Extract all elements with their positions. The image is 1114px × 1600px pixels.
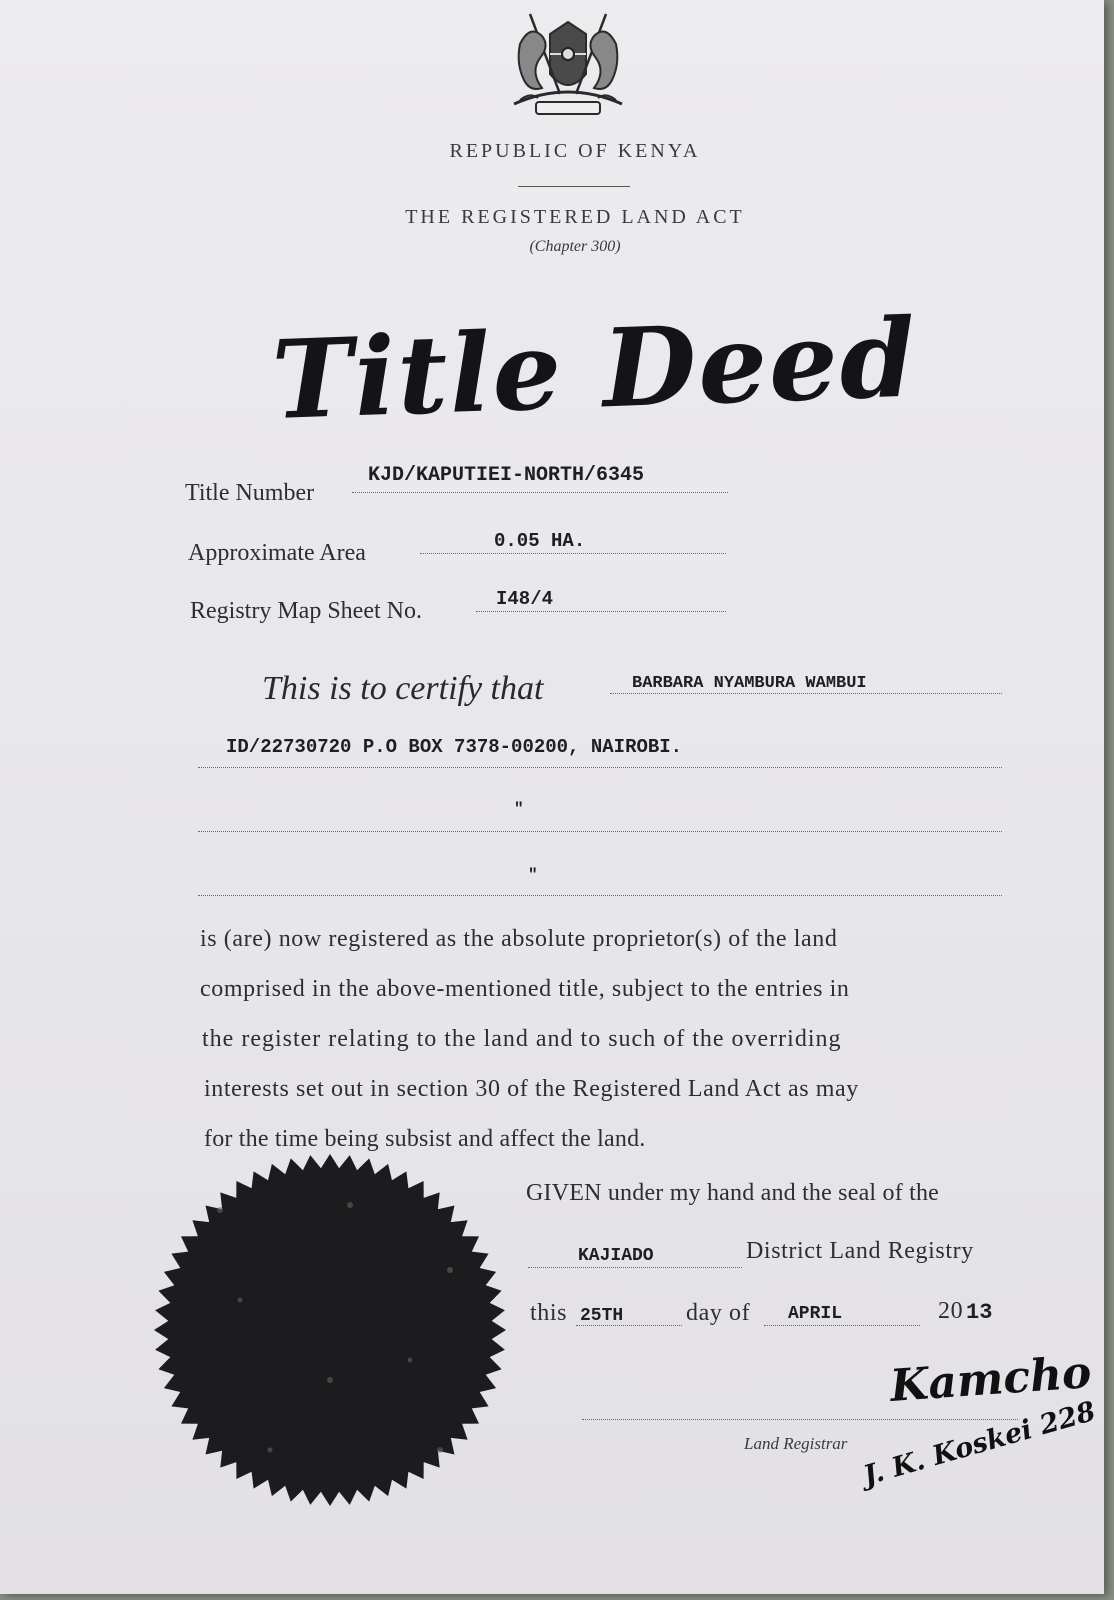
title-number-label: Title Number [185,480,315,506]
body-line: is (are) now registered as the absolute proprietor(s) of the land [200,926,838,952]
registry-label: District Land Registry [746,1238,974,1264]
republic-heading: REPUBLIC OF KENYA [449,140,701,162]
body-line: interests set out in section 30 of the Registered Land Act as may [204,1076,859,1102]
this-label: this [530,1300,568,1326]
map-sheet-value: I48/4 [496,588,554,610]
document-title: Title Deed [270,295,920,444]
given-line: GIVEN under my hand and the seal of the [526,1180,940,1206]
body-line: the register relating to the land and to such of the overriding [202,1026,842,1052]
body-line: comprised in the above-mentioned title, subject to the entries in [200,976,850,1002]
map-sheet-label: Registry Map Sheet No. [190,598,422,624]
registry-dots [528,1266,742,1268]
act-heading: THE REGISTERED LAND ACT [405,206,745,228]
address-dots [198,766,1002,768]
registrar-name-stamp: J. K. Koskei 228 [860,1395,1099,1492]
day-value: 25TH [580,1306,624,1326]
chapter-subheading: (Chapter 300) [529,238,621,255]
certify-phrase: This is to certify that [262,670,544,707]
header-divider [518,186,630,187]
registry-value: KAJIADO [578,1246,654,1266]
proprietor-name: BARBARA NYAMBURA WAMBUI [632,674,867,693]
ditto-mark-1: " [514,800,524,818]
blank-line-2 [198,894,1002,896]
land-registrar-label: Land Registrar [744,1434,848,1453]
month-value: APRIL [788,1304,843,1324]
body-line: for the time being subsist and affect the land. [204,1126,646,1152]
official-seal-icon [150,1150,510,1510]
title-number-value: KJD/KAPUTIEI-NORTH/6345 [368,464,645,487]
ditto-mark-2: " [528,866,538,884]
year-value: 13 [966,1300,993,1325]
blank-line-1 [198,830,1002,832]
coat-of-arms-icon [500,4,636,122]
year-prefix: 20 [938,1298,964,1324]
area-dots [420,552,726,554]
area-label: Approximate Area [188,540,366,566]
month-dots [764,1324,920,1326]
proprietor-id-address: ID/22730720 P.O BOX 7378-00200, NAIROBI. [226,736,683,758]
title-number-dots [352,491,728,493]
registrar-signature: Kamcho [888,1347,1093,1412]
day-of-label: day of [686,1300,751,1326]
map-sheet-dots [476,610,726,612]
area-value: 0.05 HA. [494,530,586,552]
signature-dots [582,1418,1018,1420]
